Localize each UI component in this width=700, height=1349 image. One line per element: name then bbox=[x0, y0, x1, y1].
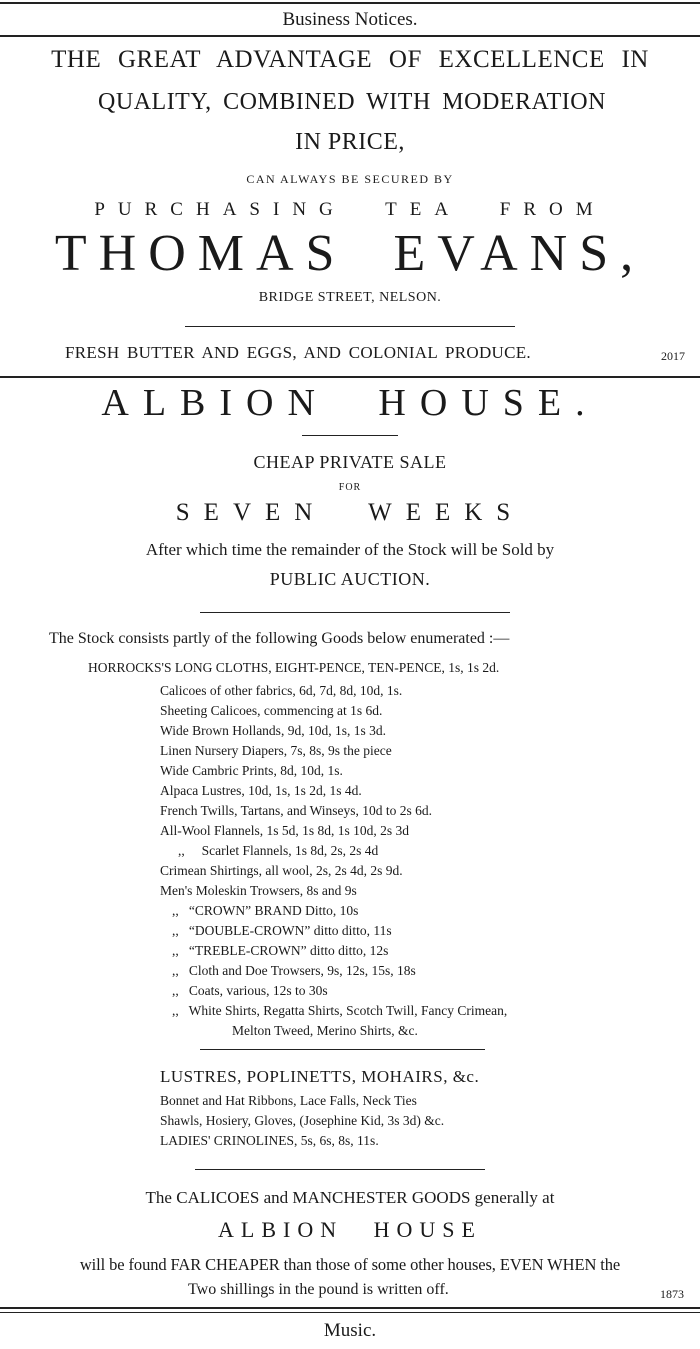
ad2-number: 1873 bbox=[660, 1287, 684, 1301]
bottom-rule-2 bbox=[0, 1312, 700, 1313]
merchant-name: THOMAS EVANS, bbox=[54, 225, 646, 282]
produce-line: FRESH BUTTER AND EGGS, AND COLONIAL PRODUCE. bbox=[65, 343, 531, 362]
albion-house-subtitle: ALBION HOUSE bbox=[218, 1217, 482, 1242]
purchasing-tea-line: PURCHASING TEA FROM bbox=[94, 199, 606, 220]
list-item: French Twills, Tartans, and Winseys, 10d to 2s 6d. bbox=[160, 803, 433, 818]
section-header: Business Notices. bbox=[282, 9, 418, 30]
ad-separator-rule bbox=[0, 376, 700, 378]
lead-item: HORROCKS'S LONG CLOTHS, EIGHT-PENCE, TEN-PENCE, 1s, 1s 2d. bbox=[88, 660, 500, 675]
list-item: ,, Coats, various, 12s to 30s bbox=[172, 983, 328, 998]
ad1-number: 2017 bbox=[661, 349, 685, 363]
top-rule bbox=[0, 2, 700, 4]
albion-house-title: ALBION HOUSE. bbox=[101, 382, 599, 424]
merchant-address: BRIDGE STREET, NELSON. bbox=[258, 290, 442, 305]
list-item: ,, White Shirts, Regatta Shirts, Scotch Twill, Fancy Crimean, bbox=[172, 1003, 508, 1018]
list-item: ,, Scarlet Flannels, 1s 8d, 2s, 2s 4d bbox=[178, 843, 379, 858]
title-underline bbox=[302, 435, 398, 436]
list-item: ,, “TREBLE-CROWN” ditto ditto, 12s bbox=[172, 943, 389, 958]
list-item: ,, “DOUBLE-CROWN” ditto ditto, 11s bbox=[172, 923, 392, 938]
ad2-divider-3 bbox=[195, 1169, 485, 1170]
list-item: Sheeting Calicoes, commencing at 1s 6d. bbox=[160, 703, 383, 718]
headline-line-1: THE GREAT ADVANTAGE OF EXCELLENCE IN bbox=[51, 46, 649, 73]
sale-line: CHEAP PRIVATE SALE bbox=[253, 452, 447, 472]
bottom-rule-1 bbox=[0, 1307, 700, 1309]
ad1-divider bbox=[185, 326, 515, 327]
list-item: Bonnet and Hat Ribbons, Lace Falls, Neck Ties bbox=[160, 1093, 417, 1108]
for-line: FOR bbox=[338, 482, 362, 493]
list-item: Melton Tweed, Merino Shirts, &c. bbox=[232, 1023, 418, 1038]
ad2-divider-1 bbox=[200, 612, 510, 613]
list-item: Alpaca Lustres, 10d, 1s, 1s 2d, 1s 4d. bbox=[160, 783, 362, 798]
seven-weeks-line: SEVEN WEEKS bbox=[175, 499, 525, 526]
auction-line: PUBLIC AUCTION. bbox=[269, 569, 431, 589]
section-footer: Music. bbox=[323, 1320, 377, 1341]
list-item: ,, “CROWN” BRAND Ditto, 10s bbox=[172, 903, 359, 918]
header-rule bbox=[0, 35, 700, 37]
headline-line-3: IN PRICE, bbox=[295, 129, 405, 155]
headline-line-2: QUALITY, COMBINED WITH MODERATION bbox=[98, 89, 606, 115]
list-item: ,, Cloth and Doe Trowsers, 9s, 12s, 15s, 18s bbox=[172, 963, 416, 978]
list-item: Linen Nursery Diapers, 7s, 8s, 9s the piece bbox=[160, 743, 392, 758]
list-item: Wide Cambric Prints, 8d, 10d, 1s. bbox=[160, 763, 343, 778]
shillings-line: Two shillings in the pound is written off. bbox=[188, 1281, 449, 1298]
list-item: Calicoes of other fabrics, 6d, 7d, 8d, 10d, 1s. bbox=[160, 683, 403, 698]
lustres-line: LUSTRES, POPLINETTS, MOHAIRS, &c. bbox=[160, 1067, 480, 1086]
list-item: Men's Moleskin Trowsers, 8s and 9s bbox=[160, 883, 357, 898]
secured-line: CAN ALWAYS BE SECURED BY bbox=[246, 172, 454, 186]
list-item: Shawls, Hosiery, Gloves, (Josephine Kid, 3s 3d) &c. bbox=[160, 1113, 445, 1128]
list-item: All-Wool Flannels, 1s 5d, 1s 8d, 1s 10d, 2s 3d bbox=[160, 823, 410, 838]
stock-intro: The Stock consists partly of the following Goods below enumerated :— bbox=[49, 630, 510, 647]
cheaper-line: will be found FAR CHEAPER than those of some other houses, EVEN WHEN the bbox=[79, 1255, 621, 1274]
ad2-divider-2 bbox=[200, 1049, 485, 1050]
list-item: Crimean Shirtings, all wool, 2s, 2s 4d, 2s 9d. bbox=[160, 863, 403, 878]
list-item: LADIES' CRINOLINES, 5s, 6s, 8s, 11s. bbox=[160, 1133, 379, 1148]
after-line: After which time the remainder of the Stock will be Sold by bbox=[145, 540, 555, 559]
list-item: Wide Brown Hollands, 9d, 10d, 1s, 1s 3d. bbox=[160, 723, 386, 738]
calicoes-line: The CALICOES and MANCHESTER GOODS generally at bbox=[145, 1188, 555, 1207]
